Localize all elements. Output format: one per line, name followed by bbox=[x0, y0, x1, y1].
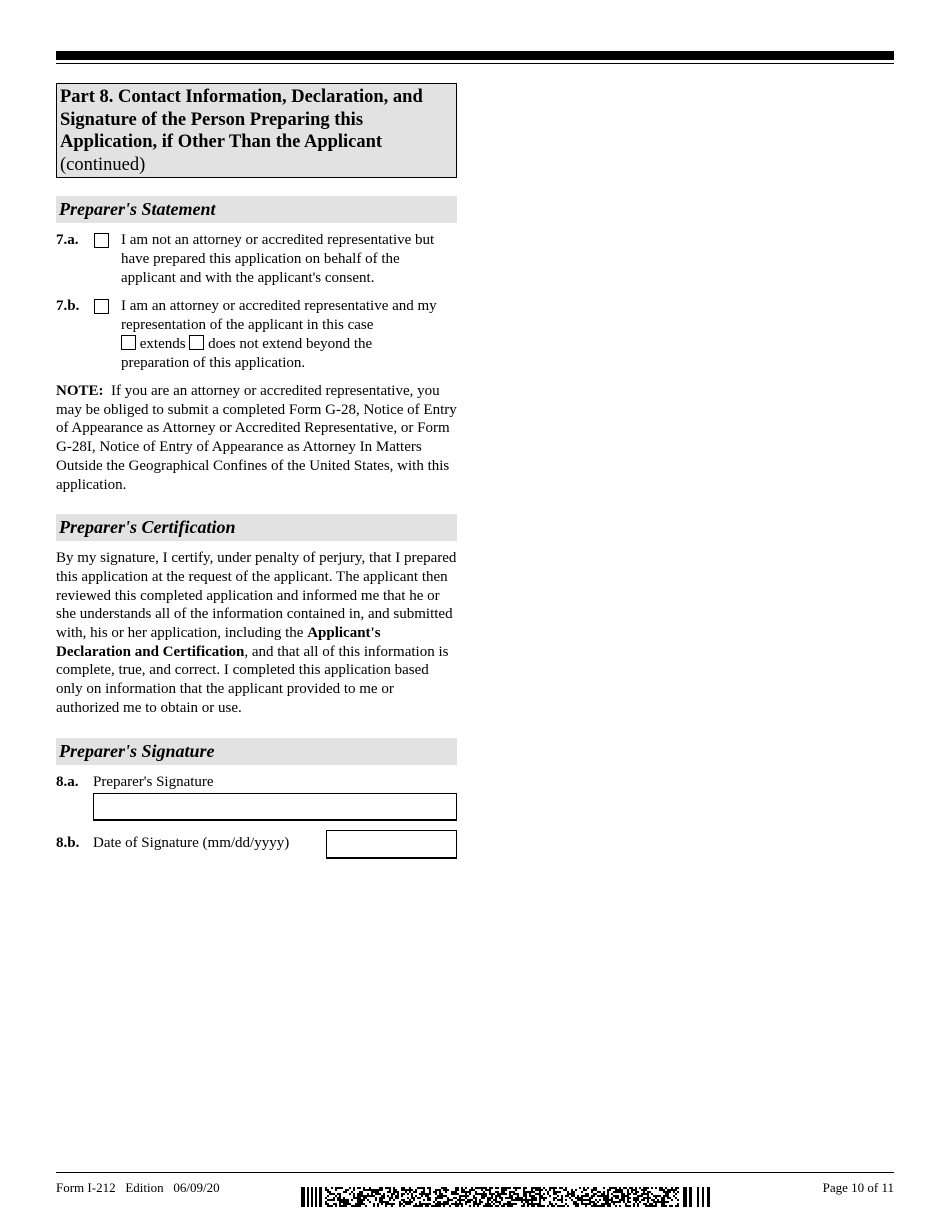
barcode-image bbox=[301, 1187, 710, 1207]
part-heading-box bbox=[56, 83, 457, 178]
checkbox-7a[interactable] bbox=[94, 233, 109, 248]
item-7b-intro: I am an attorney or accredited representative and my representation of the applicant in this case bbox=[121, 298, 437, 333]
note-label: NOTE: bbox=[56, 383, 104, 399]
option-not-extend-label: does not extend beyond the bbox=[208, 336, 373, 352]
item-7a-number: 7.a. bbox=[56, 232, 79, 248]
preparers-certification-header: Preparer's Certification bbox=[56, 514, 457, 541]
item-8a-number: 8.a. bbox=[56, 773, 79, 790]
part-continued: (continued) bbox=[60, 154, 146, 175]
signature-date-field[interactable] bbox=[326, 830, 457, 859]
item-7b-end: preparation of this application. bbox=[121, 355, 306, 371]
item-7b-number: 7.b. bbox=[56, 298, 80, 314]
header-thin-rule bbox=[56, 63, 894, 64]
preparer-signature-field[interactable] bbox=[93, 793, 457, 821]
footer-page-number: Page 10 of 11 bbox=[822, 1180, 894, 1195]
checkbox-7b[interactable] bbox=[94, 299, 109, 314]
form-left-column bbox=[56, 83, 457, 859]
preparer-signature-label: Preparer's Signature bbox=[93, 773, 214, 790]
part-heading: Part 8. Contact Information, Declaration, and Signature of the Person Preparing this Application, if Other Than the Applicant bbox=[60, 87, 423, 152]
footer-rule bbox=[56, 1172, 894, 1173]
preparers-signature-header: Preparer's Signature bbox=[56, 738, 457, 765]
certification-text-end: , and that all of this information is complete, true, and correct. I completed this application based only on information that the applicant provided to me or authorized me to obtain or use. bbox=[56, 643, 449, 716]
header-thick-rule bbox=[56, 51, 894, 60]
certification-text-bold: Applicant's Declaration and Certification bbox=[56, 625, 381, 660]
item-7a-text: I am not an attorney or accredited representative but have prepared this application on behalf of the applicant and with the applicant's consent. bbox=[121, 232, 435, 286]
checkbox-extends[interactable] bbox=[121, 335, 136, 350]
item-8a bbox=[56, 773, 457, 792]
item-7b bbox=[56, 297, 457, 373]
option-extends-label: extends bbox=[139, 336, 186, 352]
item-7a bbox=[56, 231, 457, 288]
footer-form-id: Form I-212 Edition 06/09/20 bbox=[56, 1180, 220, 1195]
item-8b-number: 8.b. bbox=[56, 834, 80, 851]
note-text: If you are an attorney or accredited representative, you may be obliged to submit a completed Form G-28, Notice of Entry of Appearance as Attorney or Accredited Representative, or Form G-28I, Notice of Entry of Appearance as Attorney In Matters Outside the Geographical Confines of the United States, with this application. bbox=[56, 383, 457, 493]
item-7b-text bbox=[121, 297, 457, 373]
signature-date-label: Date of Signature (mm/dd/yyyy) bbox=[93, 834, 290, 851]
preparers-statement-header: Preparer's Statement bbox=[56, 196, 457, 223]
item-8b bbox=[56, 830, 457, 859]
certification-text bbox=[56, 549, 457, 717]
certification-text-start: By my signature, I certify, under penalty of perjury, that I prepared this application at the request of the applicant. The applicant then reviewed this completed application and informed me that he or she understands all of the information contained in, and submitted with, his or her application, including the bbox=[56, 550, 457, 642]
note-paragraph bbox=[56, 382, 457, 494]
checkbox-does-not-extend[interactable] bbox=[189, 335, 204, 350]
